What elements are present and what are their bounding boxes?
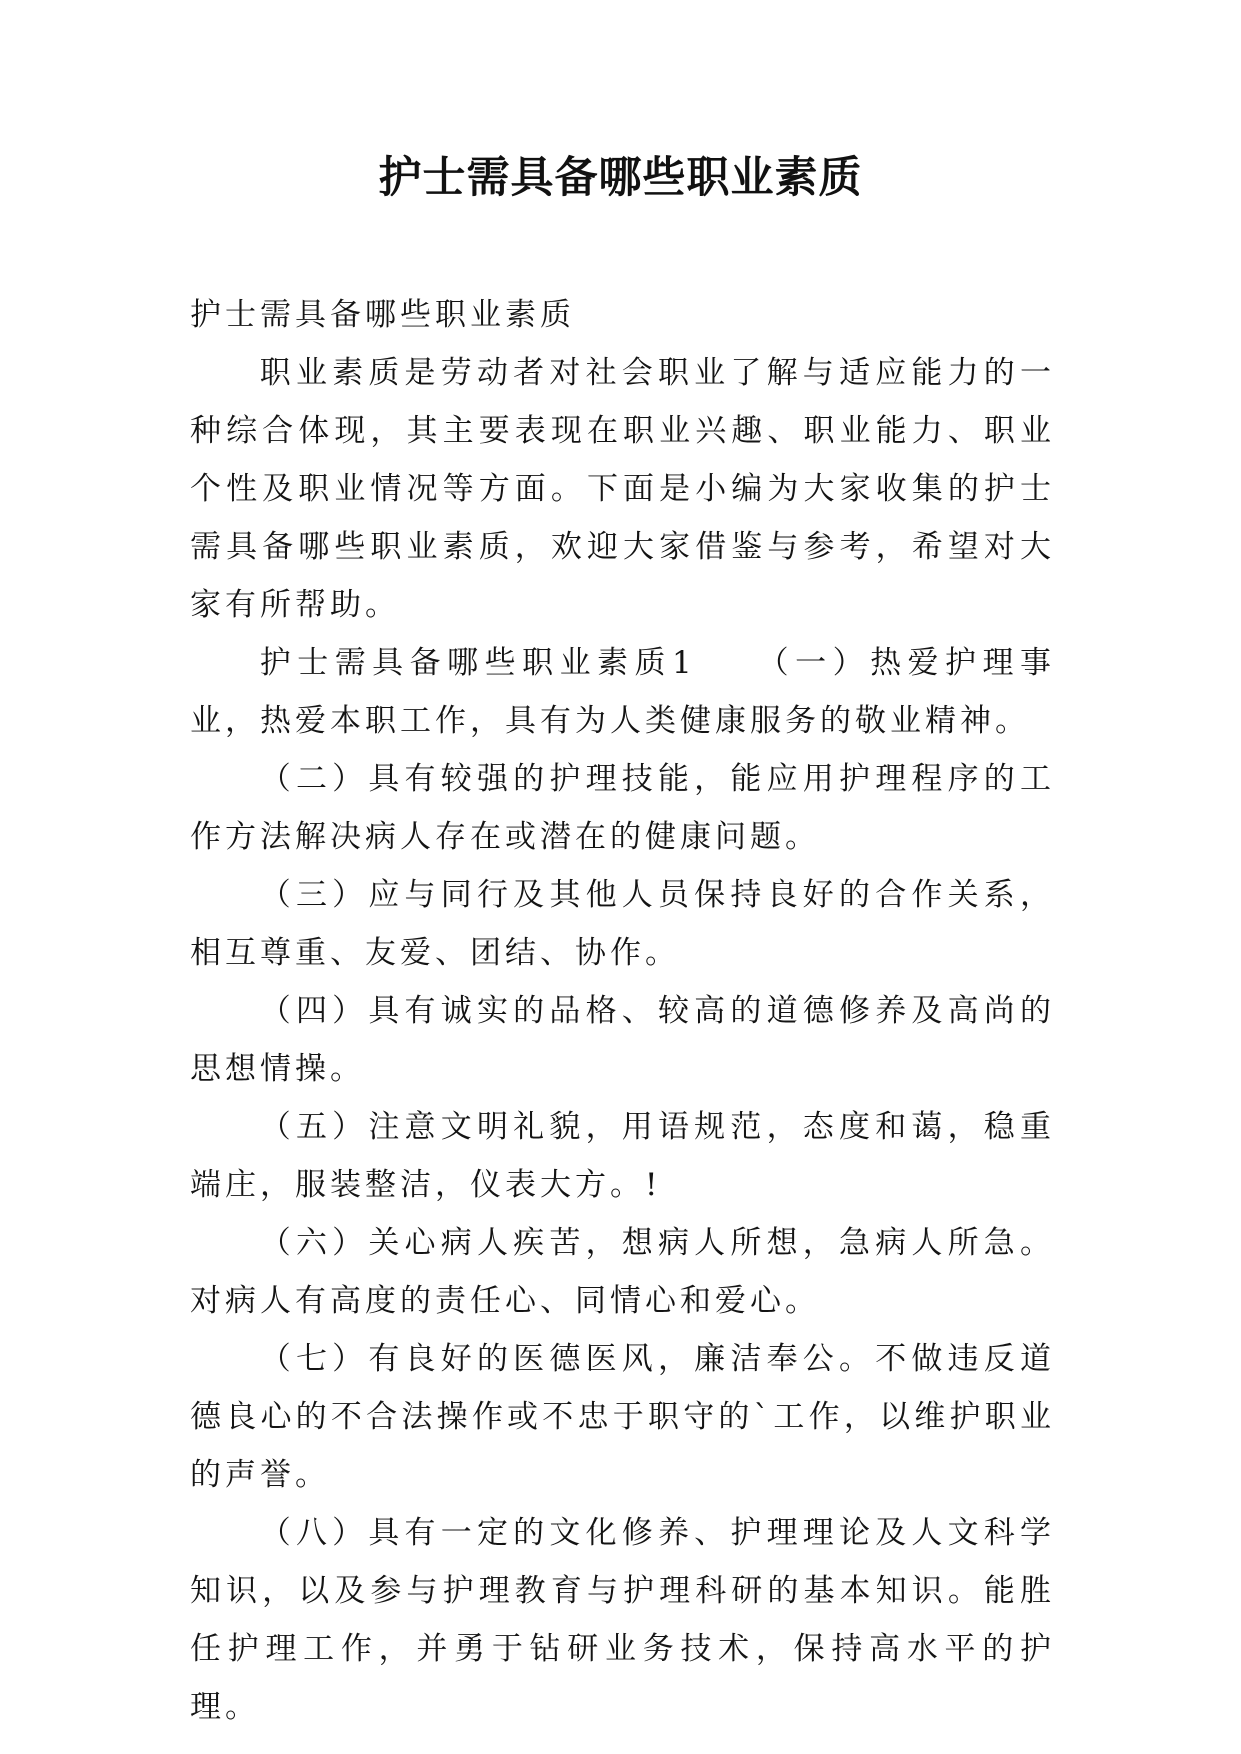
document-subtitle: 护士需具备哪些职业素质 xyxy=(190,297,575,333)
paragraph-item-3: （三）应与同行及其他人员保持良好的合作关系，相互尊重、友爱、团结、协作。 xyxy=(190,877,1055,971)
paragraph-item-6: （六）关心病人疾苦，想病人所想，急病人所急。对病人有高度的责任心、同情心和爱心。 xyxy=(190,1225,1055,1319)
paragraph-item-1: 护士需具备哪些职业素质1 （一）热爱护理事业，热爱本职工作，具有为人类健康服务的敬业精神。 xyxy=(190,645,1055,739)
paragraph-item-7: （七）有良好的医德医风，廉洁奉公。不做违反道德良心的不合法操作或不忠于职守的`工作，以维护职业的声誉。 xyxy=(190,1341,1055,1493)
paragraph-item-4: （四）具有诚实的品格、较高的道德修养及高尚的思想情操。 xyxy=(190,993,1055,1087)
paragraph-item-8: （八）具有一定的文化修养、护理理论及人文科学知识，以及参与护理教育与护理科研的基本知识。能胜任护理工作，并勇于钻研业务技术，保持高水平的护理。 xyxy=(190,1515,1055,1725)
paragraph-item-2: （二）具有较强的护理技能，能应用护理程序的工作方法解决病人存在或潜在的健康问题。 xyxy=(190,761,1055,855)
document-body xyxy=(190,286,1055,1736)
document-title: 护士需具备哪些职业素质 xyxy=(378,153,863,203)
paragraph-item-5: （五）注意文明礼貌，用语规范，态度和蔼，稳重端庄，服装整洁，仪表大方。! xyxy=(190,1109,1055,1203)
paragraph-intro: 职业素质是劳动者对社会职业了解与适应能力的一种综合体现，其主要表现在职业兴趣、职业能力、职业个性及职业情况等方面。下面是小编为大家收集的护士需具备哪些职业素质，欢迎大家借鉴与参考，希望对大家有所帮助。 xyxy=(190,355,1055,623)
